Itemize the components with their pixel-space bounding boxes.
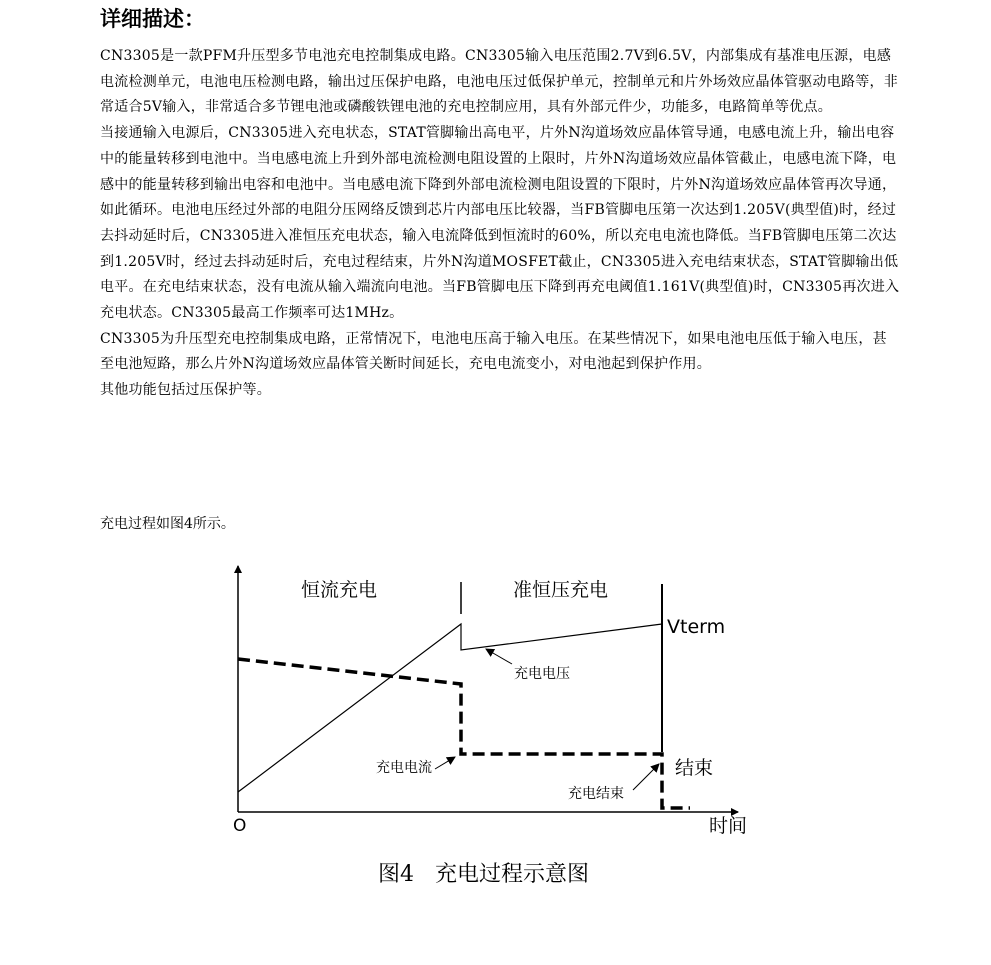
label-charge-current: 充电电流 [376,760,432,776]
paragraph-protection: CN3305为升压型充电控制集成电路，正常情况下，电池电压高于输入电压。在某些情况下，如果电池电压低于输入电压，甚至电池短路，那么片外N沟道场效应晶体管关断时间延长，充电电流变小，对电池起到保护作用。 [100,330,887,373]
voltage-pointer [486,649,512,664]
label-time: 时间 [709,815,748,837]
charge-voltage-curve [238,624,662,792]
charge-end-pointer [633,764,659,790]
charge-current-curve [238,659,690,808]
label-vterm: Vterm [667,616,726,638]
figure-intro: 充电过程如图4所示。 [100,516,235,532]
figure-caption: 图4 充电过程示意图 [378,862,589,887]
label-charge-end: 充电结束 [568,786,624,802]
description-body [100,44,900,404]
current-pointer [435,757,455,769]
label-origin: O [233,816,247,836]
paragraph-overview: CN3305是一款PFM升压型多节电池充电控制集成电路。CN3305输入电压范围2.7V到6.5V，内部集成有基准电压源，电感电流检测单元，电池电压检测电路，输出过压保护电路，电池电压过低保护单元，控制单元和片外场效应晶体管驱动电路等，非常适合5V输入，非常适合多节锂电池或磷酸铁锂电池的充电控制应用，具有外部元件少，功能多，电路简单等优点。 [100,48,898,116]
label-charge-voltage: 充电电压 [514,666,570,682]
label-constant-current: 恒流充电 [301,579,378,601]
paragraph-other-functions: 其他功能包括过压保护等。 [100,382,271,399]
label-quasi-constant-voltage: 准恒压充电 [513,579,609,601]
section-heading: 详细描述： [100,7,205,31]
paragraph-operation: 当接通输入电源后，CN3305进入充电状态，STAT管脚输出高电平，片外N沟道场效应晶体管导通，电感电流上升，输出电容中的能量转移到电池中。当电感电流上升到外部电流检测电阻设置的上限时，片外N沟道场效应晶体管截止，电感电流下降，电感中的能量转移到输出电容和电池中。当电感电流下降到外部电流检测电阻设置的下限时，片外N沟道场效应晶体管再次导通，如此循环。电池电压经过外部的电阻分压网络反馈到芯片内部电压比较器，当FB管脚电压第一次达到1.205V(典型值)时，经过去抖动延时后，CN3305进入准恒压充电状态，输入电流降低到恒流时的60%，所以充电电流也降低。当FB管脚电压第二次达到1.205V时，经过去抖动延时后，充电过程结束，片外N沟道MOSFET截止，CN3305进入充电结束状态，STAT管脚输出低电平。在充电结束状态，没有电流从输入端流向电池。当FB管脚电压下降到再充电阈值1.161V(典型值)时，CN3305再次进入充电状态。CN3305最高工作频率可达1MHz。 [100,125,900,322]
label-end: 结束 [675,757,714,779]
